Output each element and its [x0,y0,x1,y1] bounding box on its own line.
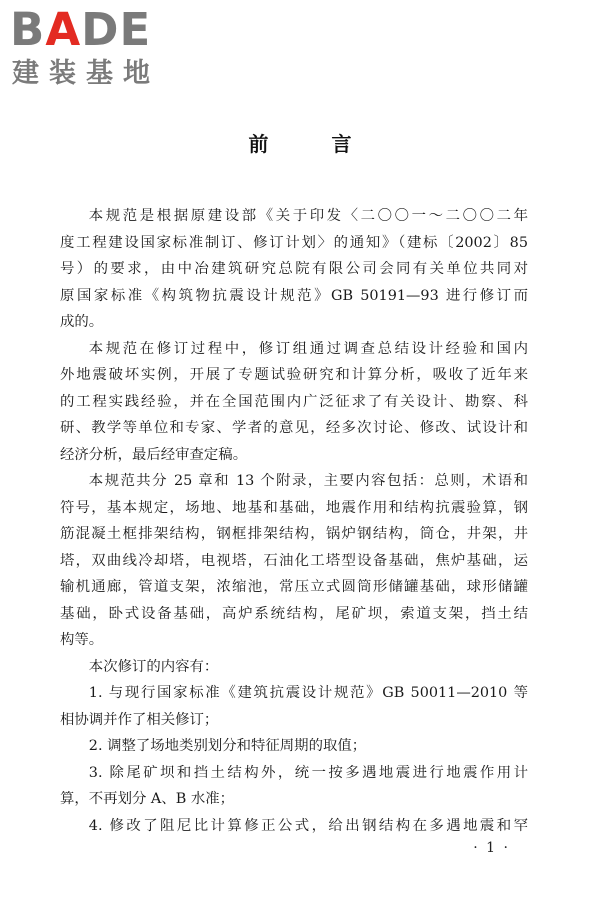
page-title: 前 言 [248,132,380,156]
text-line: 构等。 [60,632,104,648]
text-line: 基础，卧式设备基础，高炉系统结构，尾矿坝，索道支架，挡土结 [60,605,528,622]
text-line: 筋混凝土框排架结构，钢框排架结构，锅炉钢结构，筒仓，井架，井 [60,526,528,542]
bade-logo [10,4,180,94]
text-line: 本规范在修订过程中，修订组通过调查总结设计经验和国内 [88,340,528,357]
text-line: 2. 调整了场地类别划分和特征周期的取值； [88,738,367,754]
text-line: 经济分析，最后经审查定稿。 [60,446,248,463]
logo-letters-de: DE [81,3,152,56]
page-number: · 1 · [473,840,510,856]
text-line: 算，不再划分 A、B 水准； [60,791,235,807]
text-line: 本次修订的内容有： [88,658,219,675]
logo-letter-a: A [45,3,82,56]
body-text [60,203,528,839]
text-line: 外地震破坏实例，开展了专题试验研究和计算分析，吸收了近年来 [60,367,528,383]
text-line: 本规范是根据原建设部《关于印发〈二〇〇一～二〇〇二年 [88,208,528,224]
text-line: 3. 除尾矿坝和挡土结构外，统一按多遇地震进行地震作用计 [88,764,528,781]
text-line: 1. 与现行国家标准《建筑抗震设计规范》GB 50011—2010 等 [88,685,528,701]
text-line: 的工程实践经验，并在全国范围内广泛征求了有关设计、勘察、科 [60,393,528,410]
text-line: 符号，基本规定，场地、地基和基础，地震作用和结构抗震验算，钢 [60,499,528,516]
text-line: 相协调并作了相关修订； [60,711,219,728]
text-line: 度工程建设国家标准制订、修订计划〉的通知》（建标〔2002〕85 [60,234,528,251]
text-line: 本规范共分 25 章和 13 个附录，主要内容包括：总则，术语和 [88,473,528,489]
logo-wordmark [10,4,151,56]
text-line: 成的。 [60,314,104,330]
text-line: 号）的要求，由中冶建筑研究总院有限公司会同有关单位共同对 [60,261,528,277]
text-line: 塔，双曲线冷却塔，电视塔，石油化工塔型设备基础，焦炉基础，运 [60,552,528,569]
text-line: 原国家标准《构筑物抗震设计规范》GB 50191—93 进行修订而 [60,287,528,304]
text-line: 输机通廊，管道支架，浓缩池，常压立式圆筒形储罐基础，球形储罐 [60,579,528,595]
logo-subtitle: 建装基地 [12,58,160,89]
text-line: 4. 修改了阻尼比计算修正公式，给出钢结构在多遇地震和罕 [88,817,528,834]
text-line: 研、教学等单位和专家、学者的意见，经多次讨论、修改、试设计和 [60,420,528,436]
logo-letter-b: B [10,3,46,56]
